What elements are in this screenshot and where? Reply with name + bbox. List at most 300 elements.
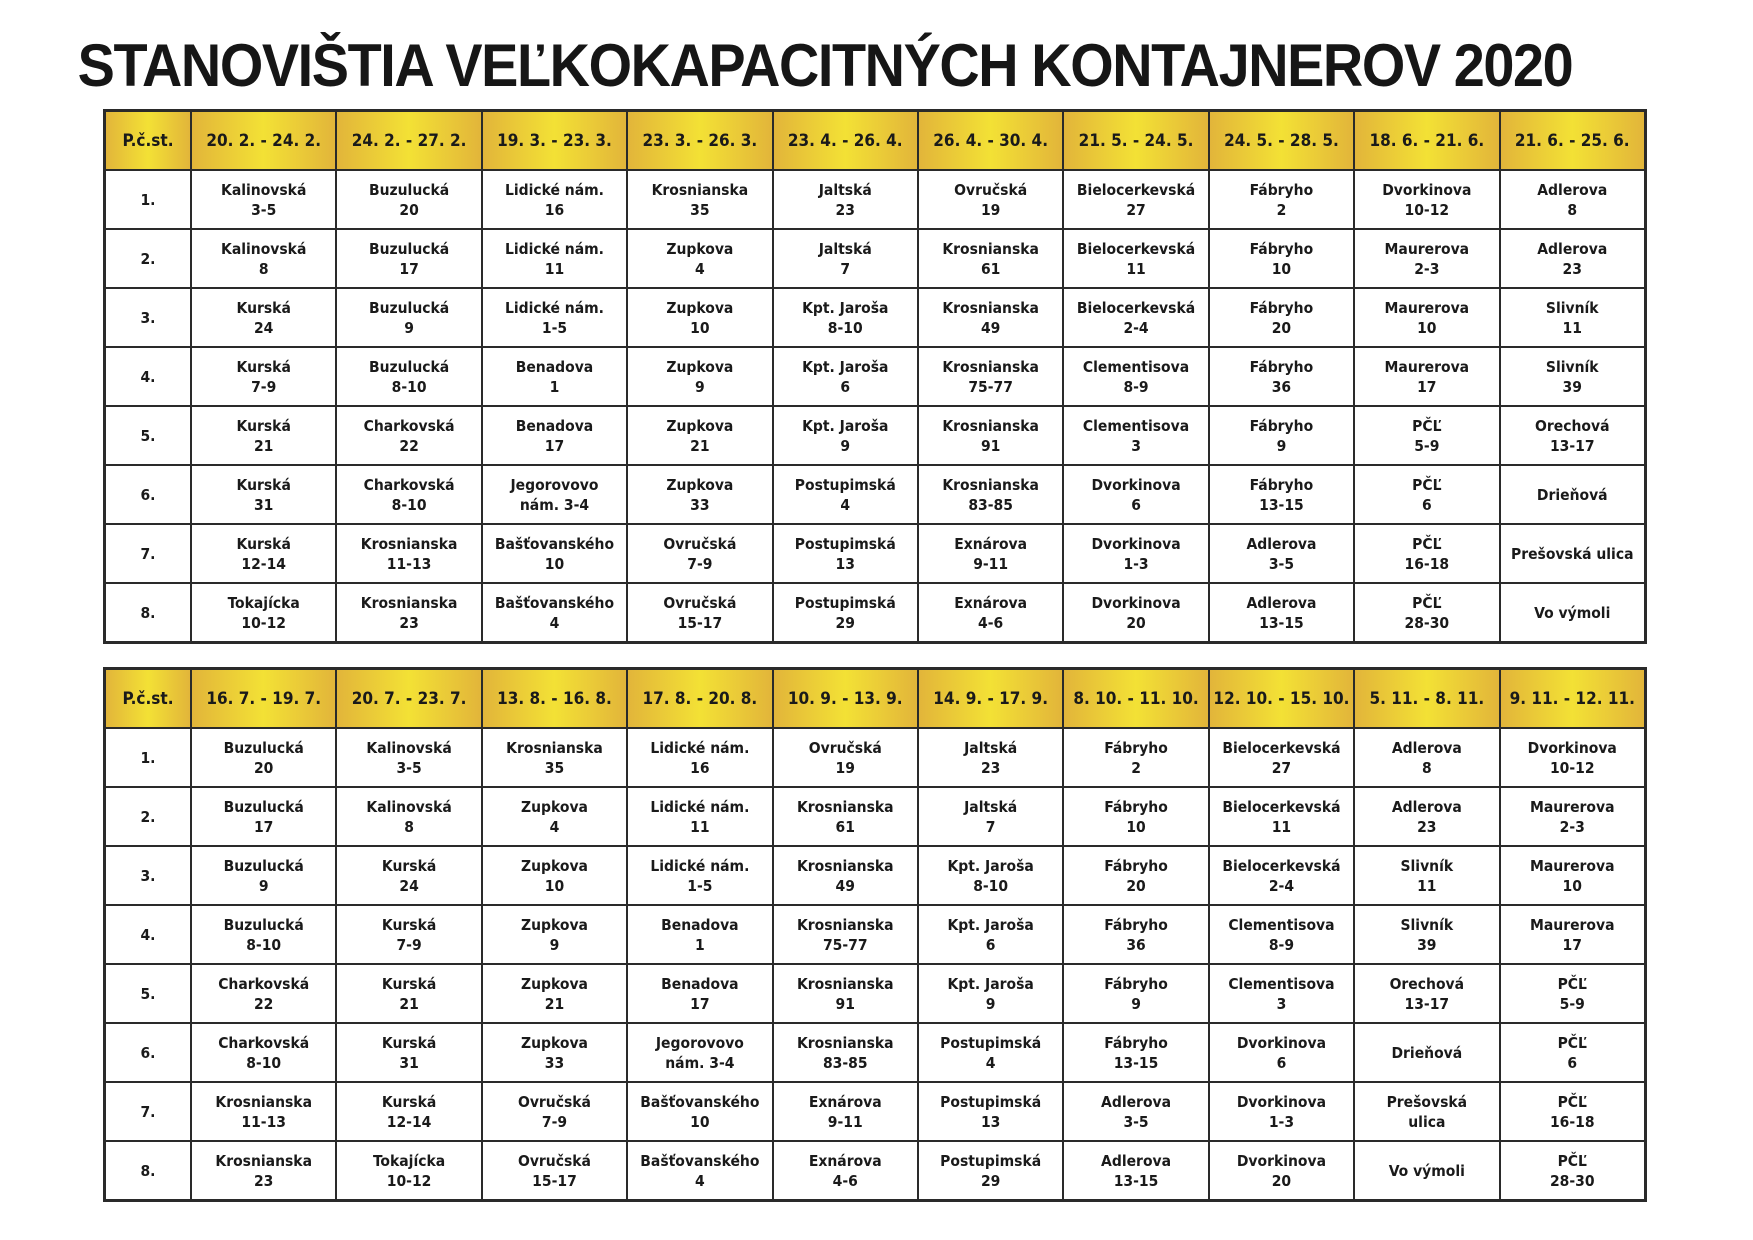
location-cell [336, 524, 481, 583]
location-cell [1500, 964, 1645, 1023]
station-number: 7. [105, 524, 191, 583]
street-name: Benadova [515, 416, 594, 435]
street-name: Buzulucká [368, 357, 450, 376]
table-row [105, 288, 1645, 347]
house-number: 17 [690, 994, 710, 1013]
location-cell [482, 846, 627, 905]
street-name: Slivník [1400, 915, 1454, 934]
location-cell [336, 1023, 481, 1082]
street-name: Benadova [515, 357, 594, 376]
street-name: Benadova [661, 974, 739, 993]
house-number: 11 [1562, 318, 1582, 337]
location-cell [1063, 347, 1208, 406]
street-name: PČĽ [1557, 1151, 1587, 1170]
location-cell [336, 905, 481, 964]
station-number: 4. [105, 347, 191, 406]
location-cell [1063, 905, 1208, 964]
house-number: 17 [253, 817, 274, 836]
house-number: 5-9 [1414, 436, 1440, 455]
street-name: Lidické nám. [650, 797, 750, 816]
street-name: Drieňová [1536, 485, 1608, 504]
column-header-date-range: 20. 2. - 24. 2. [191, 111, 336, 170]
location-cell [918, 1023, 1063, 1082]
house-number: 17 [1417, 377, 1437, 396]
street-name: Dvorkinova [1091, 534, 1181, 553]
street-name: Bašťovanského [640, 1092, 760, 1111]
house-number: 15-17 [677, 613, 723, 632]
street-name: Kurská [381, 974, 437, 993]
street-name: Kurská [236, 534, 291, 553]
house-number: 4-6 [832, 1171, 858, 1190]
location-cell [1063, 465, 1208, 524]
house-number: 15-17 [532, 1171, 577, 1190]
street-name: Ovručská [517, 1092, 591, 1111]
street-name: Postupimská [794, 534, 896, 553]
street-name: Adlerova [1101, 1092, 1172, 1111]
street-name: Slivník [1545, 357, 1599, 376]
street-name: Adlerova [1101, 1151, 1172, 1170]
house-number: 6 [1421, 495, 1432, 514]
street-name: PČĽ [1412, 593, 1442, 612]
house-number: 1-5 [687, 876, 713, 895]
house-number: 10 [690, 318, 710, 337]
house-number: 8-10 [391, 495, 427, 514]
location-cell [191, 1023, 336, 1082]
street-name: Prešovská ulica [1510, 544, 1634, 563]
street-name: Vo výmoli [1388, 1161, 1465, 1180]
table-row [105, 347, 1645, 406]
house-number: 23 [1562, 259, 1582, 278]
location-cell [1209, 787, 1354, 846]
street-name: Exnárova [954, 593, 1028, 612]
house-number: 16-18 [1549, 1112, 1595, 1131]
house-number: 19 [835, 758, 855, 777]
street-name: Buzulucká [223, 797, 304, 816]
location-cell [191, 170, 336, 229]
house-number: 9 [1276, 436, 1287, 455]
location-cell [1500, 465, 1645, 524]
location-cell [773, 347, 918, 406]
location-cell [918, 288, 1063, 347]
location-cell [1209, 229, 1354, 288]
location-cell [191, 1082, 336, 1141]
street-name: Fábryho [1249, 180, 1314, 199]
location-cell [1500, 787, 1645, 846]
house-number: 3-5 [1123, 1112, 1149, 1131]
location-cell [191, 288, 336, 347]
house-number: 5-9 [1559, 994, 1585, 1013]
house-number: 7-9 [687, 554, 713, 573]
house-number: 16-18 [1404, 554, 1450, 573]
house-number: 75-77 [968, 377, 1013, 396]
house-number: 10-12 [1549, 758, 1595, 777]
location-cell [1063, 524, 1208, 583]
house-number: 7 [840, 259, 851, 278]
station-number: 5. [105, 406, 191, 465]
location-cell [1209, 905, 1354, 964]
location-cell [336, 170, 481, 229]
location-cell [1500, 347, 1645, 406]
street-name: Bielocerkevská [1076, 239, 1196, 258]
column-header-date-range: 12. 10. - 15. 10. [1209, 669, 1354, 728]
street-name: Fábryho [1249, 416, 1314, 435]
house-number: 4 [549, 613, 560, 632]
street-name: Clementisova [1082, 416, 1190, 435]
location-cell [627, 347, 772, 406]
street-name: Kurská [236, 298, 291, 317]
house-number: 10 [1562, 876, 1582, 895]
street-name: Dvorkinova [1527, 738, 1617, 757]
house-number: 7-9 [251, 377, 277, 396]
street-name: Maurerova [1529, 856, 1615, 875]
location-cell [627, 728, 772, 787]
location-cell [1500, 846, 1645, 905]
location-cell [773, 583, 918, 642]
house-number: 1 [695, 935, 705, 954]
location-cell [918, 583, 1063, 642]
table-header-row [105, 111, 1645, 170]
house-number: 91 [835, 994, 855, 1013]
house-number: 31 [253, 495, 274, 514]
house-number: 91 [980, 436, 1001, 455]
location-cell [918, 1082, 1063, 1141]
location-cell [1209, 728, 1354, 787]
schedule-table-2 [104, 668, 1646, 1201]
column-header-date-range: 24. 2. - 27. 2. [336, 111, 481, 170]
house-number: 13-15 [1259, 613, 1304, 632]
street-name: Bielocerkevská [1222, 797, 1341, 816]
street-name: Jaltská [964, 797, 1018, 816]
street-name: Jaltská [818, 239, 872, 258]
house-number: 9 [404, 318, 414, 337]
column-header-date-range: 23. 3. - 26. 3. [627, 111, 772, 170]
street-name: Kurská [381, 915, 437, 934]
street-name: Charkovská [363, 416, 455, 435]
house-number: 35 [690, 200, 710, 219]
table-row [105, 964, 1645, 1023]
street-name: Lidické nám. [650, 856, 750, 875]
table-row [105, 1082, 1645, 1141]
street-name: Buzulucká [223, 738, 304, 757]
location-cell [482, 964, 627, 1023]
house-number: 1-3 [1268, 1112, 1295, 1131]
street-name: PČĽ [1412, 534, 1442, 553]
location-cell [1354, 465, 1499, 524]
house-number: 10-12 [1404, 200, 1450, 219]
house-number: 10 [544, 554, 565, 573]
location-cell [1354, 583, 1499, 642]
street-name: Zupkova [666, 475, 734, 494]
street-name: Kurská [236, 357, 291, 376]
location-cell [482, 1023, 627, 1082]
street-name: Fábryho [1104, 974, 1168, 993]
house-number: 20 [1271, 318, 1292, 337]
house-number: 49 [835, 876, 855, 895]
street-name: Fábryho [1249, 475, 1314, 494]
street-name: Bašťovanského [494, 534, 615, 553]
house-number: 28-30 [1549, 1171, 1595, 1190]
house-number: 3 [1131, 436, 1141, 455]
street-name: Jegorovovo [655, 1033, 744, 1052]
street-name: Fábryho [1104, 915, 1168, 934]
house-number: 9-11 [973, 554, 1009, 573]
location-cell [482, 347, 627, 406]
location-cell [1063, 1023, 1208, 1082]
location-cell [336, 1141, 481, 1200]
house-number: 2-4 [1268, 876, 1295, 895]
house-number: 17 [399, 259, 419, 278]
house-number: 23 [835, 200, 855, 219]
station-number: 8. [105, 583, 191, 642]
house-number: 8-10 [246, 1053, 282, 1072]
location-cell [1063, 406, 1208, 465]
location-cell [1209, 1141, 1354, 1200]
location-cell [191, 964, 336, 1023]
street-name: Ovručská [517, 1151, 591, 1170]
location-cell [191, 1141, 336, 1200]
house-number: 22 [399, 436, 419, 455]
location-cell [1354, 1082, 1499, 1141]
house-number: 7-9 [541, 1112, 568, 1131]
location-cell [627, 1082, 772, 1141]
location-cell [773, 1141, 918, 1200]
street-name: Dvorkinova [1236, 1092, 1327, 1111]
street-name: Kurská [381, 1033, 437, 1052]
house-number: 9 [1131, 994, 1141, 1013]
street-name: Kurská [236, 475, 291, 494]
house-number: 2-4 [1123, 318, 1149, 337]
house-number: 1-3 [1123, 554, 1149, 573]
column-header-date-range: 9. 11. - 12. 11. [1500, 669, 1645, 728]
location-cell [1354, 905, 1499, 964]
location-cell [773, 465, 918, 524]
location-cell [1500, 583, 1645, 642]
house-number: 4 [840, 495, 851, 514]
house-number: 20 [1126, 876, 1146, 895]
street-name: Bielocerkevská [1076, 180, 1196, 199]
house-number: 9 [695, 377, 705, 396]
house-number: 21 [399, 994, 419, 1013]
house-number: 9 [258, 876, 269, 895]
house-number: 13-15 [1259, 495, 1304, 514]
house-number: 4 [695, 259, 705, 278]
location-cell [1209, 1023, 1354, 1082]
street-name: Zupkova [520, 974, 588, 993]
house-number: 2 [1276, 200, 1287, 219]
table-row [105, 846, 1645, 905]
street-name: Charkovská [363, 475, 455, 494]
house-number: 24 [399, 876, 419, 895]
location-cell [1209, 583, 1354, 642]
column-header-station-number: P.č.st. [105, 111, 191, 170]
street-name: Zupkova [520, 915, 588, 934]
street-name: Krosnianska [506, 738, 603, 757]
table-row [105, 728, 1645, 787]
column-header-date-range: 8. 10. - 11. 10. [1063, 669, 1208, 728]
location-cell [482, 728, 627, 787]
street-name: Krosnianska [360, 534, 458, 553]
street-name: Krosnianska [942, 357, 1039, 376]
station-number: 3. [105, 846, 191, 905]
location-cell [191, 583, 336, 642]
street-name: Krosnianska [942, 239, 1039, 258]
house-number: 8-9 [1123, 377, 1149, 396]
street-name: Adlerova [1391, 738, 1462, 757]
house-number: 12-14 [386, 1112, 432, 1131]
location-cell [773, 406, 918, 465]
house-number: 13-17 [1549, 436, 1595, 455]
street-name: Kalinovská [221, 239, 307, 258]
location-cell [191, 846, 336, 905]
street-name: Kpt. Jaroša [802, 298, 889, 317]
location-cell [918, 465, 1063, 524]
street-name: Adlerova [1391, 797, 1462, 816]
house-number: 11 [1126, 259, 1146, 278]
street-name: Fábryho [1104, 856, 1168, 875]
house-number: 3-5 [396, 758, 422, 777]
street-name: Fábryho [1104, 738, 1168, 757]
house-number: 35 [544, 758, 565, 777]
column-header-date-range: 16. 7. - 19. 7. [191, 669, 336, 728]
house-number: 8-9 [1268, 935, 1295, 954]
location-cell [627, 1023, 772, 1082]
street-name: Orechová [1535, 416, 1610, 435]
street-name: Kurská [236, 416, 291, 435]
street-name: Krosnianska [796, 856, 894, 875]
house-number: 10-12 [241, 613, 286, 632]
street-name: Adlerova [1246, 593, 1317, 612]
house-number: 49 [980, 318, 1001, 337]
house-number: 6 [985, 935, 996, 954]
house-number: 10 [1271, 259, 1292, 278]
location-cell [627, 524, 772, 583]
location-cell [1354, 728, 1499, 787]
house-number: 17 [544, 436, 565, 455]
location-cell [1500, 406, 1645, 465]
house-number: 8 [258, 259, 269, 278]
location-cell [1500, 1023, 1645, 1082]
location-cell [773, 170, 918, 229]
street-name: Tokajícka [227, 593, 300, 612]
house-number: 9 [549, 935, 560, 954]
station-number: 8. [105, 1141, 191, 1200]
location-cell [191, 524, 336, 583]
street-name: Exnárova [954, 534, 1028, 553]
column-header-date-range: 17. 8. - 20. 8. [627, 669, 772, 728]
column-header-date-range: 24. 5. - 28. 5. [1209, 111, 1354, 170]
location-cell [191, 347, 336, 406]
house-number: 10 [544, 876, 565, 895]
house-number: 3-5 [1268, 554, 1295, 573]
house-number: 61 [980, 259, 1001, 278]
location-cell [773, 524, 918, 583]
house-number: 33 [544, 1053, 565, 1072]
street-name: Buzulucká [368, 180, 450, 199]
location-cell [1063, 1082, 1208, 1141]
house-number: 17 [1562, 935, 1582, 954]
house-number: 28-30 [1404, 613, 1450, 632]
location-cell [773, 787, 918, 846]
house-number: 21 [253, 436, 274, 455]
location-cell [1209, 846, 1354, 905]
table-row [105, 524, 1645, 583]
location-cell [1354, 406, 1499, 465]
location-cell [482, 524, 627, 583]
street-name: Exnárova [808, 1151, 882, 1170]
location-cell [482, 1082, 627, 1141]
table-row [105, 465, 1645, 524]
location-cell [918, 728, 1063, 787]
house-number: 83-85 [968, 495, 1013, 514]
house-number: 19 [980, 200, 1001, 219]
house-number: 20 [1126, 613, 1146, 632]
location-cell [1209, 1082, 1354, 1141]
street-name: Zupkova [666, 357, 734, 376]
location-cell [1063, 787, 1208, 846]
street-name: Buzulucká [223, 856, 304, 875]
column-header-date-range: 14. 9. - 17. 9. [918, 669, 1063, 728]
location-cell [1063, 846, 1208, 905]
street-name: PČĽ [1412, 416, 1442, 435]
location-cell [1354, 347, 1499, 406]
location-cell [482, 170, 627, 229]
street-name: Maurerova [1384, 357, 1470, 376]
house-number: 11-13 [386, 554, 432, 573]
house-number: 4 [695, 1171, 705, 1190]
house-number: 23 [399, 613, 419, 632]
location-cell [773, 846, 918, 905]
house-number: 31 [399, 1053, 419, 1072]
house-number: 11 [690, 817, 710, 836]
house-number: 1-5 [541, 318, 568, 337]
house-number: 75-77 [822, 935, 868, 954]
street-name: Orechová [1389, 974, 1465, 993]
location-cell [336, 964, 481, 1023]
location-cell [1063, 728, 1208, 787]
location-cell [627, 1141, 772, 1200]
column-header-date-range: 21. 5. - 24. 5. [1063, 111, 1208, 170]
street-name: Kalinovská [366, 797, 452, 816]
house-number: 11-13 [241, 1112, 286, 1131]
house-number: 27 [1126, 200, 1146, 219]
street-name: Ovručská [808, 738, 882, 757]
column-header-date-range: 18. 6. - 21. 6. [1354, 111, 1499, 170]
street-name: Zupkova [520, 856, 588, 875]
location-cell [1354, 288, 1499, 347]
location-cell [482, 1141, 627, 1200]
location-cell [918, 347, 1063, 406]
street-name: Buzulucká [368, 239, 450, 258]
street-name: PČĽ [1557, 1092, 1587, 1111]
house-number: 36 [1271, 377, 1292, 396]
street-name: Dvorkinova [1091, 475, 1181, 494]
location-cell [1063, 583, 1208, 642]
street-name: Bielocerkevská [1222, 856, 1341, 875]
house-number: 1 [549, 377, 560, 396]
location-cell [1209, 347, 1354, 406]
house-number: 21 [690, 436, 710, 455]
location-cell [336, 1082, 481, 1141]
house-number: 8 [1567, 200, 1578, 219]
location-cell [918, 787, 1063, 846]
station-number: 3. [105, 288, 191, 347]
house-number: 11 [1417, 876, 1437, 895]
location-cell [191, 728, 336, 787]
street-name: Dvorkinova [1236, 1151, 1327, 1170]
schedule-table-1 [104, 110, 1646, 643]
location-cell [336, 728, 481, 787]
location-cell [773, 1023, 918, 1082]
